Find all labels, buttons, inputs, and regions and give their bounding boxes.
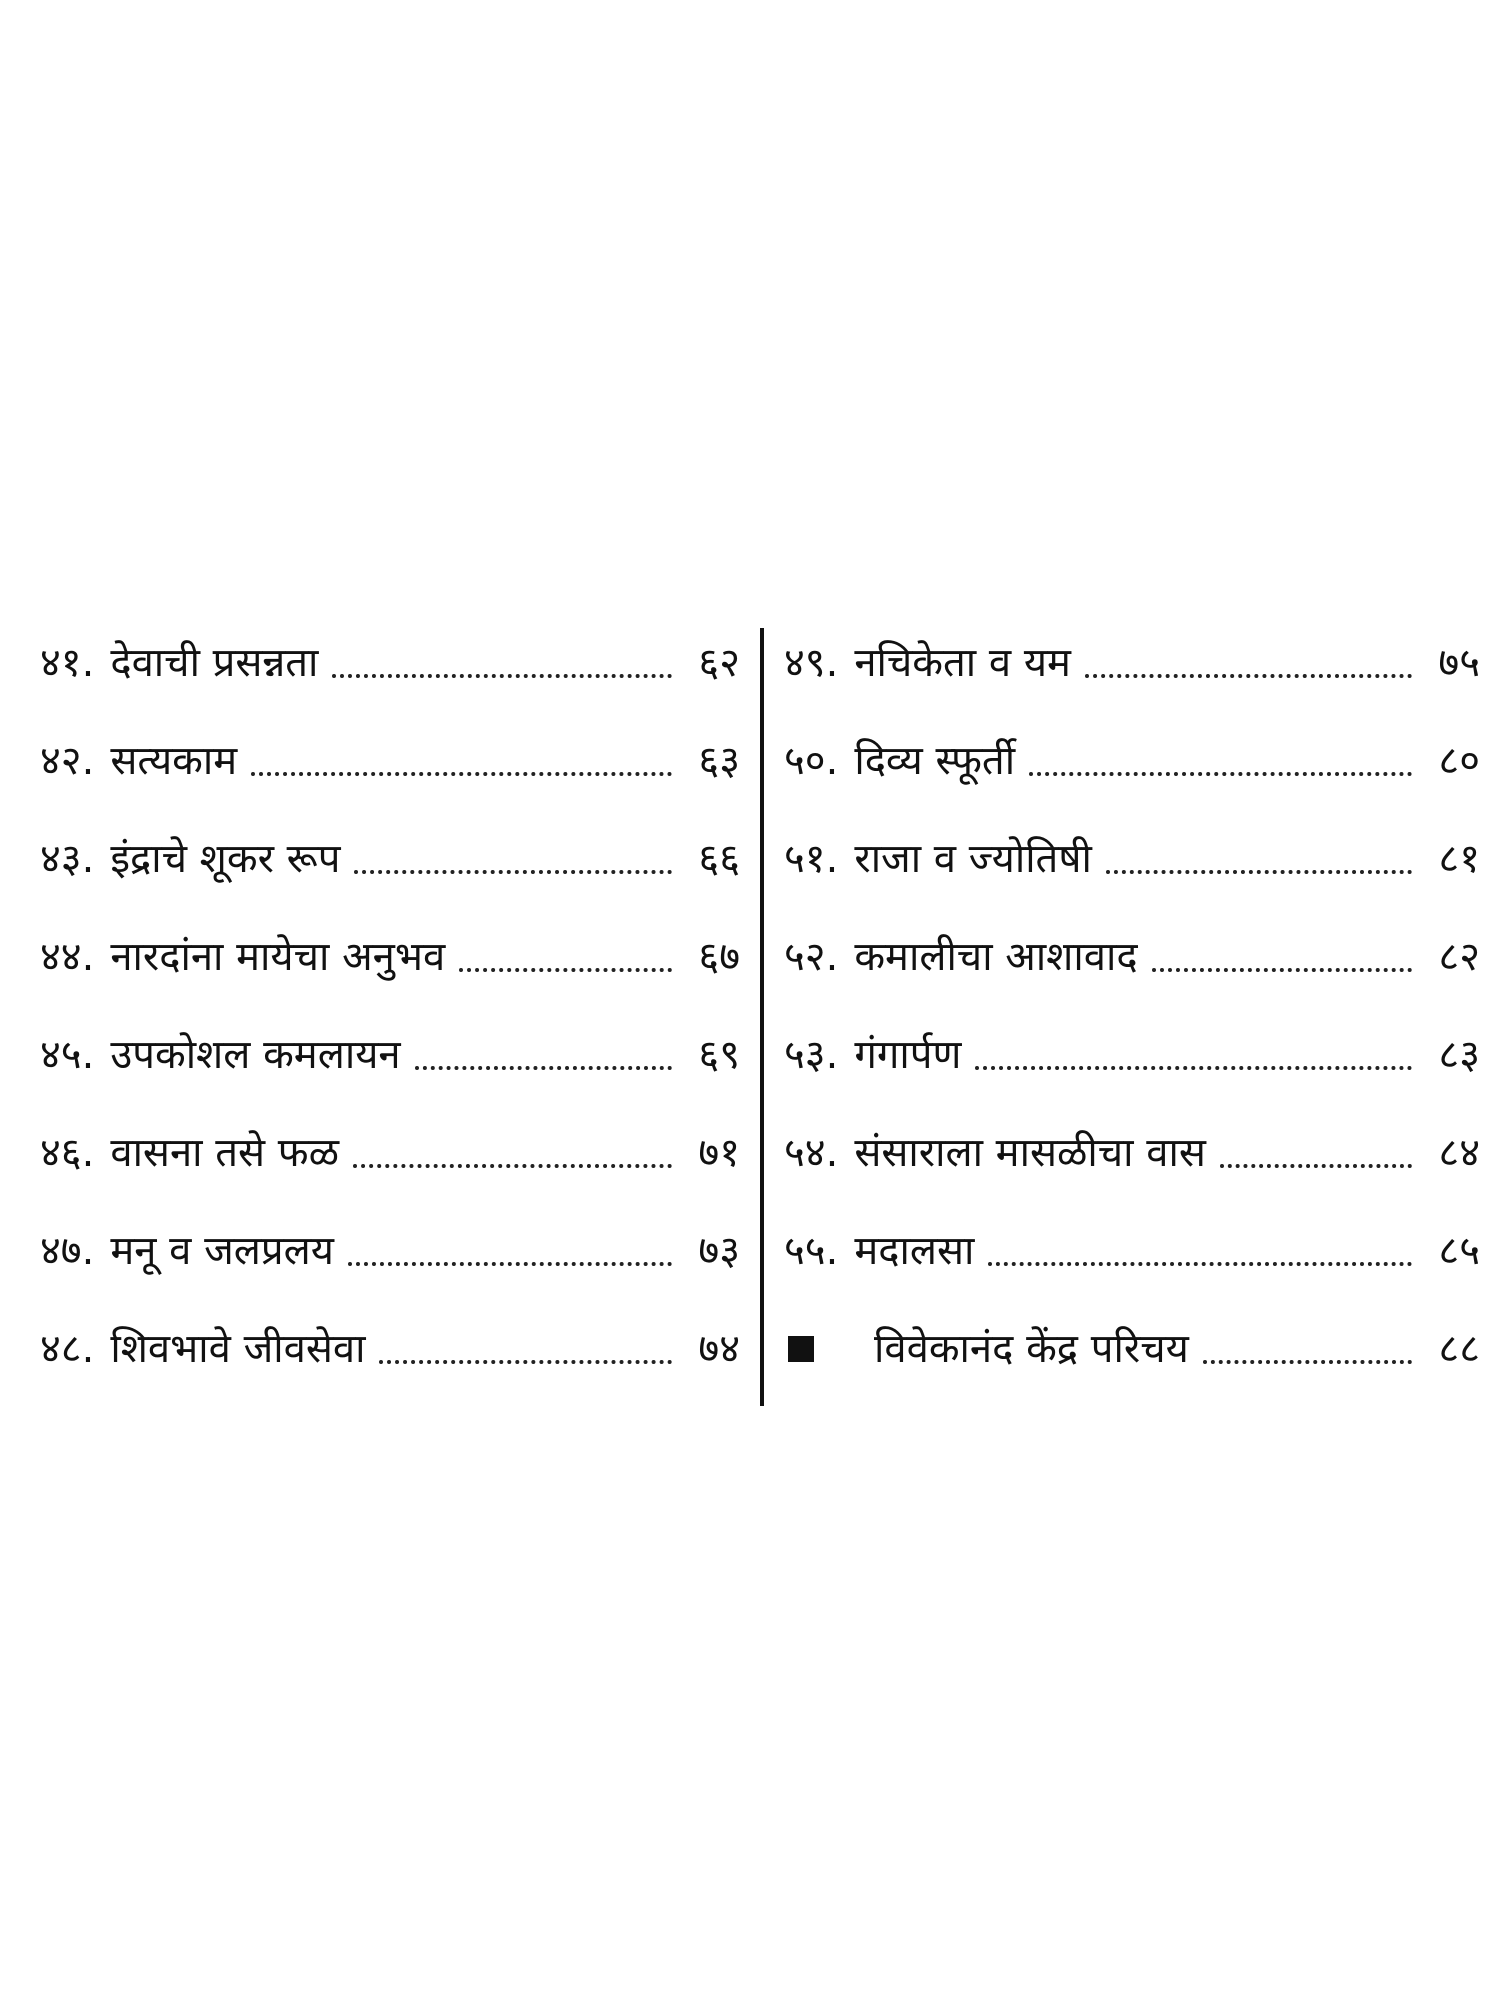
dot-leader	[1220, 1118, 1412, 1188]
page-number: ८३	[1438, 1032, 1480, 1078]
toc-entry	[784, 922, 1480, 992]
chapter-number: ४६.	[40, 1130, 95, 1176]
chapter-number: ५१.	[784, 836, 839, 882]
chapter-title: गंगार्पण	[854, 1032, 962, 1078]
dot-leader	[1152, 922, 1412, 992]
chapter-title: कमालीचा आशावाद	[854, 934, 1138, 980]
toc-entry	[784, 1020, 1480, 1090]
chapter-title: राजा व ज्योतिषी	[854, 836, 1092, 882]
chapter-title: मदालसा	[854, 1228, 975, 1274]
page-number: ८१	[1438, 836, 1480, 882]
column-divider	[760, 628, 764, 1406]
page-number: ८०	[1438, 738, 1480, 784]
page-number: ६७	[698, 934, 740, 980]
dot-leader	[1203, 1314, 1412, 1384]
toc-entry	[40, 922, 740, 992]
page-number: ८५	[1438, 1228, 1480, 1274]
toc-entry	[784, 726, 1480, 796]
dot-leader	[1029, 726, 1412, 796]
chapter-number: ५५.	[784, 1228, 839, 1274]
dot-leader	[988, 1216, 1412, 1286]
chapter-number: ४५.	[40, 1032, 95, 1078]
chapter-number: ५४.	[784, 1130, 839, 1176]
chapter-title: देवाची प्रसन्नता	[110, 640, 319, 686]
chapter-number: ४४.	[40, 934, 95, 980]
dot-leader	[251, 726, 672, 796]
toc-entry	[40, 1216, 740, 1286]
page-number: ७३	[698, 1228, 740, 1274]
chapter-number: ४८.	[40, 1326, 95, 1372]
square-bullet-icon	[788, 1336, 814, 1362]
page-number: ६२	[698, 640, 740, 686]
dot-leader	[975, 1020, 1412, 1090]
chapter-number: ४३.	[40, 836, 95, 882]
page-number: ८८	[1438, 1326, 1480, 1372]
toc-entry	[784, 1118, 1480, 1188]
toc-entry	[784, 628, 1480, 698]
page-number: ७१	[698, 1130, 740, 1176]
page-number: ७५	[1438, 640, 1480, 686]
dot-leader	[1106, 824, 1412, 894]
chapter-title: वासना तसे फळ	[110, 1130, 340, 1176]
toc-entry	[784, 1314, 1480, 1384]
toc-entry	[40, 1118, 740, 1188]
toc-entry	[784, 1216, 1480, 1286]
chapter-title: संसाराला मासळीचा वास	[854, 1130, 1206, 1176]
chapter-title: मनू व जलप्रलय	[110, 1228, 334, 1274]
page-number: ७४	[698, 1326, 740, 1372]
chapter-number: ५३.	[784, 1032, 839, 1078]
chapter-title: दिव्य स्फूर्ती	[854, 738, 1016, 784]
table-of-contents	[40, 628, 1480, 1408]
chapter-title: विवेकानंद केंद्र परिचय	[874, 1326, 1189, 1372]
chapter-number: ५२.	[784, 934, 839, 980]
page-number: ८२	[1438, 934, 1480, 980]
toc-entry	[40, 1314, 740, 1384]
chapter-number: ४९.	[784, 640, 839, 686]
dot-leader	[415, 1020, 672, 1090]
chapter-title: शिवभावे जीवसेवा	[110, 1326, 366, 1372]
toc-entry	[784, 824, 1480, 894]
toc-entry	[40, 1020, 740, 1090]
dot-leader	[353, 1118, 672, 1188]
chapter-title: उपकोशल कमलायन	[110, 1032, 401, 1078]
chapter-number: ४१.	[40, 640, 95, 686]
toc-entry	[40, 726, 740, 796]
dot-leader	[459, 922, 672, 992]
toc-entry	[40, 628, 740, 698]
dot-leader	[379, 1314, 672, 1384]
chapter-title: नारदांना मायेचा अनुभव	[110, 934, 446, 980]
dot-leader	[332, 628, 672, 698]
page-number: ८४	[1438, 1130, 1480, 1176]
chapter-number: ४२.	[40, 738, 95, 784]
page-number: ६३	[698, 738, 740, 784]
dot-leader	[1085, 628, 1412, 698]
page-number: ६६	[698, 836, 740, 882]
chapter-number: ५०.	[784, 738, 839, 784]
page-number: ६९	[698, 1032, 740, 1078]
chapter-number: ४७.	[40, 1228, 95, 1274]
toc-entry	[40, 824, 740, 894]
dot-leader	[348, 1216, 672, 1286]
dot-leader	[354, 824, 672, 894]
chapter-title: नचिकेता व यम	[854, 640, 1071, 686]
chapter-title: इंद्राचे शूकर रूप	[110, 836, 341, 882]
chapter-title: सत्यकाम	[110, 738, 238, 784]
